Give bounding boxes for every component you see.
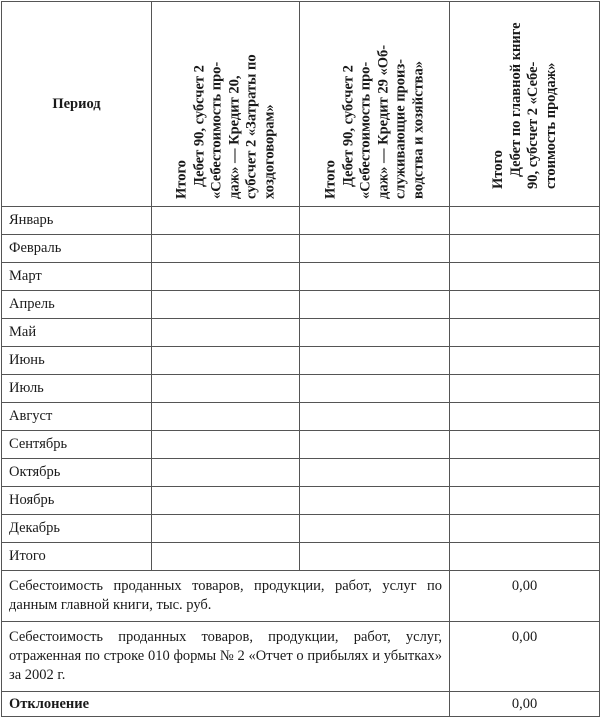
value-cell-col3	[450, 319, 600, 347]
value-cell-col3	[450, 459, 600, 487]
deviation-value: 0,00	[450, 692, 600, 717]
value-cell-col2	[300, 543, 450, 571]
header-col3-line: Итого	[489, 150, 506, 189]
period-cell: Август	[2, 403, 152, 431]
value-cell-col3	[450, 291, 600, 319]
header-col2-line: служивающие произ-	[392, 59, 408, 199]
period-cell: Май	[2, 319, 152, 347]
value-cell-col2	[300, 207, 450, 235]
table-row	[2, 487, 600, 515]
period-cell: Апрель	[2, 291, 152, 319]
period-cell: Декабрь	[2, 515, 152, 543]
deviation-row	[2, 692, 600, 717]
summary-row-ledger	[2, 571, 600, 622]
period-cell: Июнь	[2, 347, 152, 375]
value-cell-col3	[450, 487, 600, 515]
value-cell-col1	[152, 347, 300, 375]
period-cell: Март	[2, 263, 152, 291]
header-period: Период	[2, 2, 152, 207]
value-cell-col3	[450, 431, 600, 459]
value-cell-col1	[152, 319, 300, 347]
table-row	[2, 347, 600, 375]
value-cell-col3	[450, 347, 600, 375]
header-col2-line: даж» — Кредит 29 «Об-	[374, 44, 391, 199]
value-cell-col2	[300, 375, 450, 403]
value-cell-col1	[152, 403, 300, 431]
header-col1-line: Итого	[173, 160, 189, 199]
value-cell-col3	[450, 235, 600, 263]
table-row	[2, 291, 600, 319]
value-cell-col2	[300, 431, 450, 459]
header-col2-line: водства и хозяйства»	[409, 60, 426, 199]
value-cell-col3	[450, 543, 600, 571]
summary-label: Себестоимость проданных товаров, продукции, работ, услуг, отраженная по строке 010 формы № 2 «Отчет о прибылях и убытках» за 2002 г.	[2, 622, 450, 692]
period-cell: Июль	[2, 375, 152, 403]
value-cell-col1	[152, 431, 300, 459]
summary-row-form2	[2, 622, 600, 692]
period-cell: Ноябрь	[2, 487, 152, 515]
value-cell-col1	[152, 543, 300, 571]
table-row	[2, 431, 600, 459]
value-cell-col2	[300, 515, 450, 543]
table-row	[2, 459, 600, 487]
header-col3-line: стоимость продаж»	[542, 62, 558, 189]
header-col2-line: «Себестоимость про-	[357, 61, 373, 199]
value-cell-col1	[152, 207, 300, 235]
header-col3	[450, 2, 600, 207]
value-cell-col3	[450, 403, 600, 431]
value-cell-col1	[152, 375, 300, 403]
value-cell-col1	[152, 263, 300, 291]
value-cell-col2	[300, 235, 450, 263]
table-row	[2, 403, 600, 431]
value-cell-col2	[300, 403, 450, 431]
value-cell-col2	[300, 319, 450, 347]
header-col2	[300, 2, 450, 207]
value-cell-col2	[300, 347, 450, 375]
header-col1	[152, 2, 300, 207]
header-row	[2, 2, 600, 207]
value-cell-col3	[450, 375, 600, 403]
table-row	[2, 515, 600, 543]
period-cell: Январь	[2, 207, 152, 235]
period-cell: Сентябрь	[2, 431, 152, 459]
table-row	[2, 207, 600, 235]
table-row	[2, 235, 600, 263]
summary-value: 0,00	[450, 622, 600, 692]
cost-of-sales-table	[1, 1, 600, 717]
header-col3-line: 90, субсчет 2 «Себе-	[524, 61, 541, 189]
value-cell-col1	[152, 487, 300, 515]
deviation-label: Отклонение	[2, 692, 450, 717]
value-cell-col1	[152, 291, 300, 319]
header-col1-line: даж» — Кредит 20,	[225, 75, 242, 199]
value-cell-col3	[450, 207, 600, 235]
summary-label: Себестоимость проданных товаров, продукции, работ, услуг по данным главной книги, тыс. руб.	[2, 571, 450, 622]
period-cell: Февраль	[2, 235, 152, 263]
value-cell-col2	[300, 459, 450, 487]
header-col3-line: Дебет по главной книге	[507, 22, 523, 177]
value-cell-col2	[300, 263, 450, 291]
value-cell-col3	[450, 263, 600, 291]
header-col1-line: Дебет 90, субсчет 2	[190, 65, 207, 187]
table-row	[2, 375, 600, 403]
header-col1-line: «Себестоимость про-	[208, 61, 224, 199]
header-col2-line: Итого	[322, 160, 338, 199]
value-cell-col2	[300, 487, 450, 515]
period-cell: Итого	[2, 543, 152, 571]
header-col1-line: субсчет 2 «Затраты по	[243, 54, 259, 199]
header-col1-line: хоздоговорам»	[260, 104, 277, 199]
value-cell-col1	[152, 515, 300, 543]
value-cell-col3	[450, 515, 600, 543]
period-cell: Октябрь	[2, 459, 152, 487]
header-col2-line: Дебет 90, субсчет 2	[339, 65, 356, 187]
table-row	[2, 543, 600, 571]
value-cell-col1	[152, 235, 300, 263]
summary-value: 0,00	[450, 571, 600, 622]
value-cell-col2	[300, 291, 450, 319]
table-row	[2, 319, 600, 347]
value-cell-col1	[152, 459, 300, 487]
table-row	[2, 263, 600, 291]
